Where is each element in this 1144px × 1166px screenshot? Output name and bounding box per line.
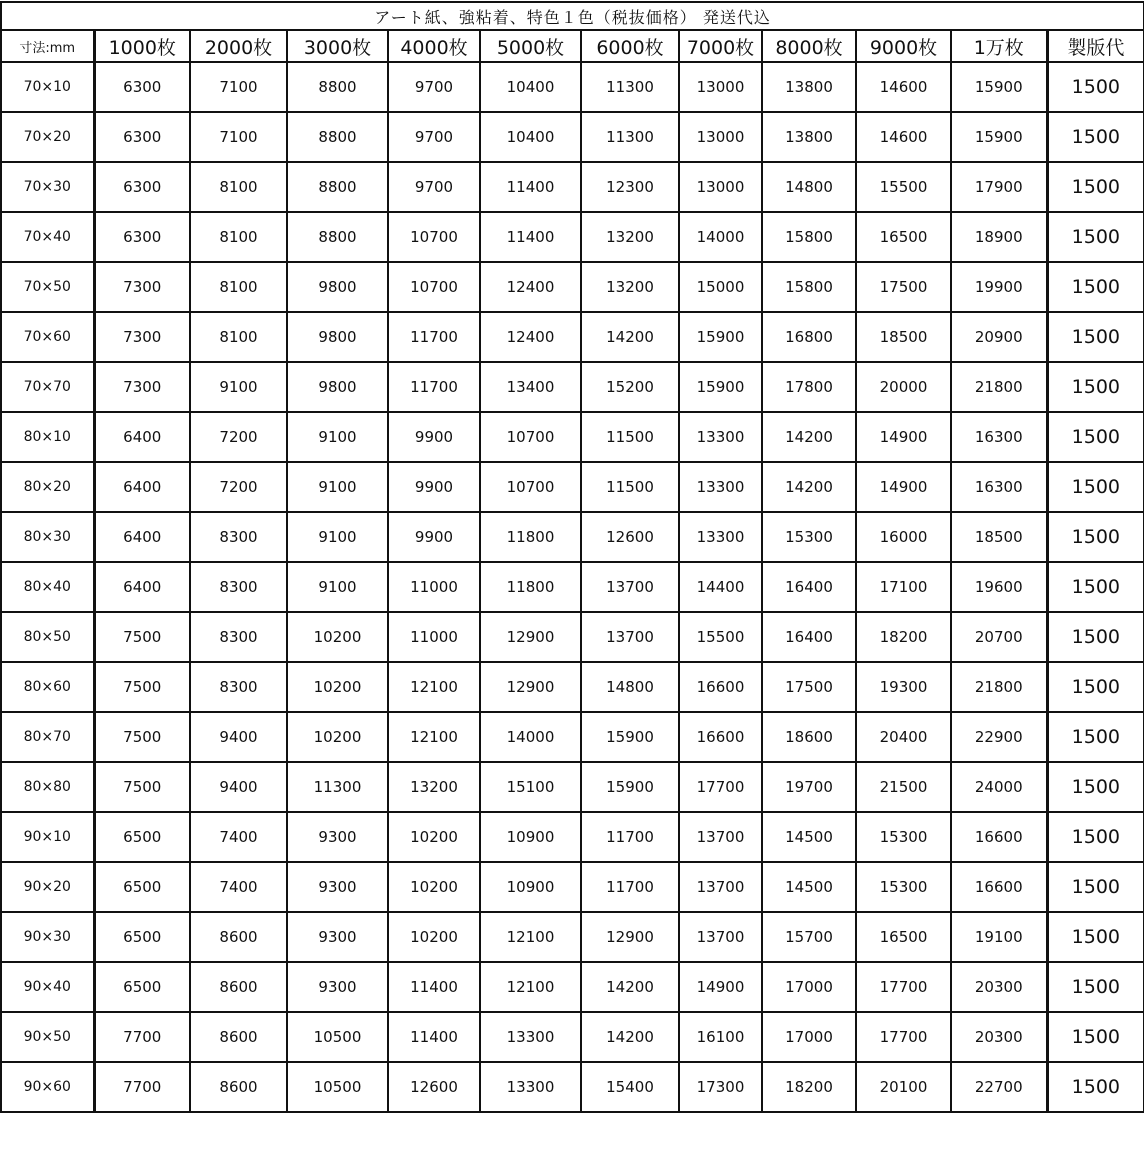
price-cell: 7500 bbox=[94, 612, 190, 662]
price-cell: 16500 bbox=[856, 212, 951, 262]
price-cell: 17100 bbox=[856, 562, 951, 612]
price-cell: 12100 bbox=[388, 662, 480, 712]
price-cell: 6300 bbox=[94, 62, 190, 112]
column-header-qty-2000: 2000枚 bbox=[190, 30, 287, 62]
price-cell: 21500 bbox=[856, 762, 951, 812]
price-cell: 13300 bbox=[480, 1062, 581, 1112]
table-title: アート紙、強粘着、特色１色（税抜価格） 発送代込 bbox=[1, 2, 1144, 30]
price-cell: 15900 bbox=[581, 712, 679, 762]
price-cell: 14500 bbox=[762, 812, 856, 862]
price-cell: 10500 bbox=[287, 1012, 388, 1062]
price-cell: 16400 bbox=[762, 562, 856, 612]
table-row bbox=[1, 1012, 1144, 1062]
price-cell: 16500 bbox=[856, 912, 951, 962]
price-cell: 11300 bbox=[287, 762, 388, 812]
price-cell: 10400 bbox=[480, 112, 581, 162]
price-cell: 10900 bbox=[480, 812, 581, 862]
table-row bbox=[1, 612, 1144, 662]
price-cell: 21800 bbox=[951, 362, 1047, 412]
price-cell: 9900 bbox=[388, 412, 480, 462]
price-cell: 11700 bbox=[388, 362, 480, 412]
price-cell: 15200 bbox=[581, 362, 679, 412]
price-cell: 7100 bbox=[190, 62, 287, 112]
plate-fee-cell: 1500 bbox=[1047, 512, 1144, 562]
price-cell: 15100 bbox=[480, 762, 581, 812]
table-row bbox=[1, 462, 1144, 512]
plate-fee-cell: 1500 bbox=[1047, 762, 1144, 812]
column-header-qty-6000: 6000枚 bbox=[581, 30, 679, 62]
price-cell: 13800 bbox=[762, 112, 856, 162]
price-cell: 7700 bbox=[94, 1062, 190, 1112]
price-cell: 7700 bbox=[94, 1012, 190, 1062]
price-cell: 22700 bbox=[951, 1062, 1047, 1112]
price-cell: 15700 bbox=[762, 912, 856, 962]
price-cell: 10700 bbox=[480, 462, 581, 512]
price-cell: 6300 bbox=[94, 112, 190, 162]
price-cell: 14200 bbox=[762, 462, 856, 512]
price-cell: 9300 bbox=[287, 812, 388, 862]
price-cell: 8800 bbox=[287, 62, 388, 112]
size-cell: 80×40 bbox=[1, 562, 94, 612]
price-cell: 10200 bbox=[287, 612, 388, 662]
size-cell: 80×60 bbox=[1, 662, 94, 712]
price-cell: 11300 bbox=[581, 62, 679, 112]
price-cell: 17700 bbox=[679, 762, 762, 812]
price-cell: 13300 bbox=[679, 512, 762, 562]
price-cell: 12900 bbox=[581, 912, 679, 962]
price-cell: 19300 bbox=[856, 662, 951, 712]
price-cell: 16400 bbox=[762, 612, 856, 662]
price-cell: 11300 bbox=[581, 112, 679, 162]
price-cell: 15800 bbox=[762, 212, 856, 262]
price-cell: 14200 bbox=[581, 1012, 679, 1062]
price-cell: 14900 bbox=[856, 462, 951, 512]
price-cell: 13200 bbox=[581, 262, 679, 312]
price-cell: 9700 bbox=[388, 162, 480, 212]
plate-fee-cell: 1500 bbox=[1047, 662, 1144, 712]
price-cell: 15300 bbox=[856, 812, 951, 862]
price-cell: 9100 bbox=[287, 512, 388, 562]
price-cell: 11700 bbox=[581, 812, 679, 862]
size-cell: 90×50 bbox=[1, 1012, 94, 1062]
price-cell: 11400 bbox=[480, 212, 581, 262]
table-row bbox=[1, 212, 1144, 262]
price-cell: 11400 bbox=[480, 162, 581, 212]
price-cell: 6400 bbox=[94, 562, 190, 612]
price-table-body bbox=[1, 62, 1144, 1112]
price-cell: 18200 bbox=[762, 1062, 856, 1112]
price-cell: 9700 bbox=[388, 62, 480, 112]
table-row bbox=[1, 512, 1144, 562]
price-cell: 7200 bbox=[190, 412, 287, 462]
price-cell: 18200 bbox=[856, 612, 951, 662]
plate-fee-cell: 1500 bbox=[1047, 112, 1144, 162]
price-cell: 13700 bbox=[581, 612, 679, 662]
price-cell: 14200 bbox=[762, 412, 856, 462]
size-cell: 80×10 bbox=[1, 412, 94, 462]
price-cell: 11800 bbox=[480, 512, 581, 562]
price-cell: 7500 bbox=[94, 662, 190, 712]
price-cell: 16600 bbox=[679, 662, 762, 712]
price-cell: 12100 bbox=[480, 912, 581, 962]
price-cell: 10500 bbox=[287, 1062, 388, 1112]
price-cell: 18500 bbox=[856, 312, 951, 362]
price-cell: 9900 bbox=[388, 512, 480, 562]
price-cell: 8600 bbox=[190, 1012, 287, 1062]
price-cell: 12300 bbox=[581, 162, 679, 212]
price-cell: 22900 bbox=[951, 712, 1047, 762]
price-cell: 15800 bbox=[762, 262, 856, 312]
price-cell: 12600 bbox=[581, 512, 679, 562]
price-cell: 17500 bbox=[762, 662, 856, 712]
price-cell: 15500 bbox=[856, 162, 951, 212]
size-cell: 90×10 bbox=[1, 812, 94, 862]
price-cell: 19600 bbox=[951, 562, 1047, 612]
column-header-qty-8000: 8000枚 bbox=[762, 30, 856, 62]
price-cell: 11500 bbox=[581, 412, 679, 462]
table-row bbox=[1, 112, 1144, 162]
size-cell: 80×70 bbox=[1, 712, 94, 762]
price-cell: 20000 bbox=[856, 362, 951, 412]
price-cell: 9400 bbox=[190, 762, 287, 812]
price-cell: 10900 bbox=[480, 862, 581, 912]
price-cell: 13300 bbox=[679, 412, 762, 462]
price-cell: 12600 bbox=[388, 1062, 480, 1112]
price-cell: 8300 bbox=[190, 662, 287, 712]
price-cell: 14500 bbox=[762, 862, 856, 912]
size-cell: 70×30 bbox=[1, 162, 94, 212]
column-header-plate-fee: 製版代 bbox=[1047, 30, 1144, 62]
table-row bbox=[1, 962, 1144, 1012]
price-cell: 15900 bbox=[679, 362, 762, 412]
price-cell: 12900 bbox=[480, 662, 581, 712]
price-cell: 17700 bbox=[856, 962, 951, 1012]
price-cell: 14900 bbox=[679, 962, 762, 1012]
price-cell: 8300 bbox=[190, 612, 287, 662]
price-cell: 17000 bbox=[762, 962, 856, 1012]
price-cell: 13300 bbox=[480, 1012, 581, 1062]
price-cell: 20300 bbox=[951, 962, 1047, 1012]
plate-fee-cell: 1500 bbox=[1047, 162, 1144, 212]
plate-fee-cell: 1500 bbox=[1047, 912, 1144, 962]
price-cell: 13300 bbox=[679, 462, 762, 512]
price-cell: 9400 bbox=[190, 712, 287, 762]
price-cell: 17900 bbox=[951, 162, 1047, 212]
price-cell: 13000 bbox=[679, 62, 762, 112]
price-cell: 15900 bbox=[951, 62, 1047, 112]
price-cell: 11400 bbox=[388, 1012, 480, 1062]
price-cell: 20300 bbox=[951, 1012, 1047, 1062]
price-cell: 9100 bbox=[287, 412, 388, 462]
price-cell: 14600 bbox=[856, 62, 951, 112]
price-cell: 13700 bbox=[679, 912, 762, 962]
price-cell: 8600 bbox=[190, 962, 287, 1012]
price-cell: 13200 bbox=[388, 762, 480, 812]
column-header-qty-4000: 4000枚 bbox=[388, 30, 480, 62]
price-cell: 17500 bbox=[856, 262, 951, 312]
price-cell: 11000 bbox=[388, 562, 480, 612]
price-cell: 14200 bbox=[581, 962, 679, 1012]
table-row bbox=[1, 62, 1144, 112]
plate-fee-cell: 1500 bbox=[1047, 1062, 1144, 1112]
plate-fee-cell: 1500 bbox=[1047, 312, 1144, 362]
plate-fee-cell: 1500 bbox=[1047, 412, 1144, 462]
size-cell: 80×80 bbox=[1, 762, 94, 812]
price-cell: 20900 bbox=[951, 312, 1047, 362]
price-cell: 17700 bbox=[856, 1012, 951, 1062]
price-cell: 19700 bbox=[762, 762, 856, 812]
price-cell: 7200 bbox=[190, 462, 287, 512]
plate-fee-cell: 1500 bbox=[1047, 362, 1144, 412]
column-header-qty-7000: 7000枚 bbox=[679, 30, 762, 62]
price-cell: 13800 bbox=[762, 62, 856, 112]
price-cell: 15300 bbox=[856, 862, 951, 912]
price-cell: 8100 bbox=[190, 312, 287, 362]
size-cell: 90×40 bbox=[1, 962, 94, 1012]
price-cell: 19100 bbox=[951, 912, 1047, 962]
price-cell: 16600 bbox=[951, 862, 1047, 912]
price-table bbox=[0, 1, 1144, 1113]
price-cell: 6500 bbox=[94, 962, 190, 1012]
price-cell: 12400 bbox=[480, 262, 581, 312]
table-row bbox=[1, 1062, 1144, 1112]
column-header-qty-5000: 5000枚 bbox=[480, 30, 581, 62]
price-cell: 7100 bbox=[190, 112, 287, 162]
price-cell: 9800 bbox=[287, 362, 388, 412]
size-cell: 90×60 bbox=[1, 1062, 94, 1112]
size-cell: 90×20 bbox=[1, 862, 94, 912]
column-header-qty-9000: 9000枚 bbox=[856, 30, 951, 62]
size-cell: 80×30 bbox=[1, 512, 94, 562]
column-header-size: 寸法:mm bbox=[1, 30, 94, 62]
size-cell: 70×40 bbox=[1, 212, 94, 262]
price-cell: 17300 bbox=[679, 1062, 762, 1112]
price-cell: 6400 bbox=[94, 412, 190, 462]
price-cell: 21800 bbox=[951, 662, 1047, 712]
price-cell: 16300 bbox=[951, 412, 1047, 462]
price-cell: 12900 bbox=[480, 612, 581, 662]
price-cell: 8100 bbox=[190, 262, 287, 312]
price-cell: 7500 bbox=[94, 762, 190, 812]
column-header-row bbox=[1, 30, 1144, 62]
price-cell: 7400 bbox=[190, 862, 287, 912]
price-cell: 6500 bbox=[94, 812, 190, 862]
price-cell: 6400 bbox=[94, 512, 190, 562]
price-cell: 9300 bbox=[287, 912, 388, 962]
price-cell: 14400 bbox=[679, 562, 762, 612]
plate-fee-cell: 1500 bbox=[1047, 612, 1144, 662]
table-row bbox=[1, 812, 1144, 862]
price-cell: 10200 bbox=[388, 812, 480, 862]
price-cell: 6400 bbox=[94, 462, 190, 512]
size-cell: 70×50 bbox=[1, 262, 94, 312]
price-cell: 15400 bbox=[581, 1062, 679, 1112]
price-cell: 20400 bbox=[856, 712, 951, 762]
price-cell: 9800 bbox=[287, 262, 388, 312]
price-cell: 14000 bbox=[480, 712, 581, 762]
price-cell: 12400 bbox=[480, 312, 581, 362]
price-cell: 12100 bbox=[388, 712, 480, 762]
price-cell: 8100 bbox=[190, 162, 287, 212]
price-cell: 15000 bbox=[679, 262, 762, 312]
price-cell: 17800 bbox=[762, 362, 856, 412]
plate-fee-cell: 1500 bbox=[1047, 562, 1144, 612]
size-cell: 80×50 bbox=[1, 612, 94, 662]
price-cell: 7400 bbox=[190, 812, 287, 862]
price-cell: 8800 bbox=[287, 112, 388, 162]
table-row bbox=[1, 262, 1144, 312]
price-cell: 10700 bbox=[388, 262, 480, 312]
table-row bbox=[1, 912, 1144, 962]
price-cell: 9100 bbox=[287, 562, 388, 612]
price-cell: 14800 bbox=[762, 162, 856, 212]
price-cell: 11700 bbox=[581, 862, 679, 912]
price-cell: 9800 bbox=[287, 312, 388, 362]
plate-fee-cell: 1500 bbox=[1047, 62, 1144, 112]
price-cell: 7500 bbox=[94, 712, 190, 762]
price-cell: 16600 bbox=[951, 812, 1047, 862]
size-cell: 90×30 bbox=[1, 912, 94, 962]
price-cell: 9900 bbox=[388, 462, 480, 512]
price-cell: 13200 bbox=[581, 212, 679, 262]
price-cell: 17000 bbox=[762, 1012, 856, 1062]
price-cell: 14000 bbox=[679, 212, 762, 262]
price-cell: 10200 bbox=[287, 712, 388, 762]
table-row bbox=[1, 362, 1144, 412]
price-cell: 13000 bbox=[679, 162, 762, 212]
price-cell: 6500 bbox=[94, 862, 190, 912]
price-cell: 13700 bbox=[679, 812, 762, 862]
price-cell: 13700 bbox=[581, 562, 679, 612]
price-cell: 24000 bbox=[951, 762, 1047, 812]
price-cell: 10400 bbox=[480, 62, 581, 112]
price-cell: 20100 bbox=[856, 1062, 951, 1112]
price-cell: 10200 bbox=[388, 912, 480, 962]
price-cell: 15900 bbox=[679, 312, 762, 362]
price-cell: 8800 bbox=[287, 212, 388, 262]
plate-fee-cell: 1500 bbox=[1047, 712, 1144, 762]
price-cell: 8300 bbox=[190, 512, 287, 562]
price-cell: 13000 bbox=[679, 112, 762, 162]
price-cell: 8300 bbox=[190, 562, 287, 612]
price-cell: 14800 bbox=[581, 662, 679, 712]
plate-fee-cell: 1500 bbox=[1047, 812, 1144, 862]
table-row bbox=[1, 762, 1144, 812]
table-row bbox=[1, 662, 1144, 712]
price-cell: 15900 bbox=[951, 112, 1047, 162]
price-cell: 9100 bbox=[190, 362, 287, 412]
table-row bbox=[1, 412, 1144, 462]
price-cell: 16600 bbox=[679, 712, 762, 762]
price-cell: 15900 bbox=[581, 762, 679, 812]
size-cell: 70×70 bbox=[1, 362, 94, 412]
column-header-qty-3000: 3000枚 bbox=[287, 30, 388, 62]
price-cell: 6300 bbox=[94, 162, 190, 212]
price-cell: 11500 bbox=[581, 462, 679, 512]
price-cell: 11400 bbox=[388, 962, 480, 1012]
plate-fee-cell: 1500 bbox=[1047, 962, 1144, 1012]
price-cell: 18900 bbox=[951, 212, 1047, 262]
price-cell: 9300 bbox=[287, 862, 388, 912]
price-cell: 7300 bbox=[94, 312, 190, 362]
price-cell: 7300 bbox=[94, 362, 190, 412]
price-cell: 9300 bbox=[287, 962, 388, 1012]
price-cell: 16800 bbox=[762, 312, 856, 362]
price-cell: 15500 bbox=[679, 612, 762, 662]
size-cell: 70×60 bbox=[1, 312, 94, 362]
price-cell: 11800 bbox=[480, 562, 581, 612]
table-row bbox=[1, 562, 1144, 612]
price-cell: 8100 bbox=[190, 212, 287, 262]
price-cell: 20700 bbox=[951, 612, 1047, 662]
price-cell: 11000 bbox=[388, 612, 480, 662]
price-cell: 16100 bbox=[679, 1012, 762, 1062]
price-cell: 14900 bbox=[856, 412, 951, 462]
column-header-qty-1000: 1000枚 bbox=[94, 30, 190, 62]
price-cell: 6300 bbox=[94, 212, 190, 262]
price-cell: 18500 bbox=[951, 512, 1047, 562]
table-row bbox=[1, 862, 1144, 912]
price-cell: 8600 bbox=[190, 1062, 287, 1112]
price-cell: 14200 bbox=[581, 312, 679, 362]
table-row bbox=[1, 712, 1144, 762]
price-cell: 16300 bbox=[951, 462, 1047, 512]
plate-fee-cell: 1500 bbox=[1047, 262, 1144, 312]
price-cell: 9700 bbox=[388, 112, 480, 162]
price-cell: 6500 bbox=[94, 912, 190, 962]
price-cell: 10200 bbox=[287, 662, 388, 712]
plate-fee-cell: 1500 bbox=[1047, 862, 1144, 912]
price-cell: 9100 bbox=[287, 462, 388, 512]
plate-fee-cell: 1500 bbox=[1047, 462, 1144, 512]
price-cell: 14600 bbox=[856, 112, 951, 162]
price-cell: 13400 bbox=[480, 362, 581, 412]
table-row bbox=[1, 162, 1144, 212]
column-header-qty-10000: 1万枚 bbox=[951, 30, 1047, 62]
size-cell: 70×20 bbox=[1, 112, 94, 162]
price-cell: 13700 bbox=[679, 862, 762, 912]
price-cell: 10700 bbox=[480, 412, 581, 462]
price-cell: 10200 bbox=[388, 862, 480, 912]
price-cell: 12100 bbox=[480, 962, 581, 1012]
price-cell: 11700 bbox=[388, 312, 480, 362]
plate-fee-cell: 1500 bbox=[1047, 1012, 1144, 1062]
price-cell: 16000 bbox=[856, 512, 951, 562]
plate-fee-cell: 1500 bbox=[1047, 212, 1144, 262]
table-row bbox=[1, 312, 1144, 362]
price-cell: 18600 bbox=[762, 712, 856, 762]
price-cell: 15300 bbox=[762, 512, 856, 562]
size-cell: 70×10 bbox=[1, 62, 94, 112]
price-cell: 7300 bbox=[94, 262, 190, 312]
price-cell: 19900 bbox=[951, 262, 1047, 312]
size-cell: 80×20 bbox=[1, 462, 94, 512]
price-cell: 8800 bbox=[287, 162, 388, 212]
price-cell: 10700 bbox=[388, 212, 480, 262]
price-cell: 8600 bbox=[190, 912, 287, 962]
